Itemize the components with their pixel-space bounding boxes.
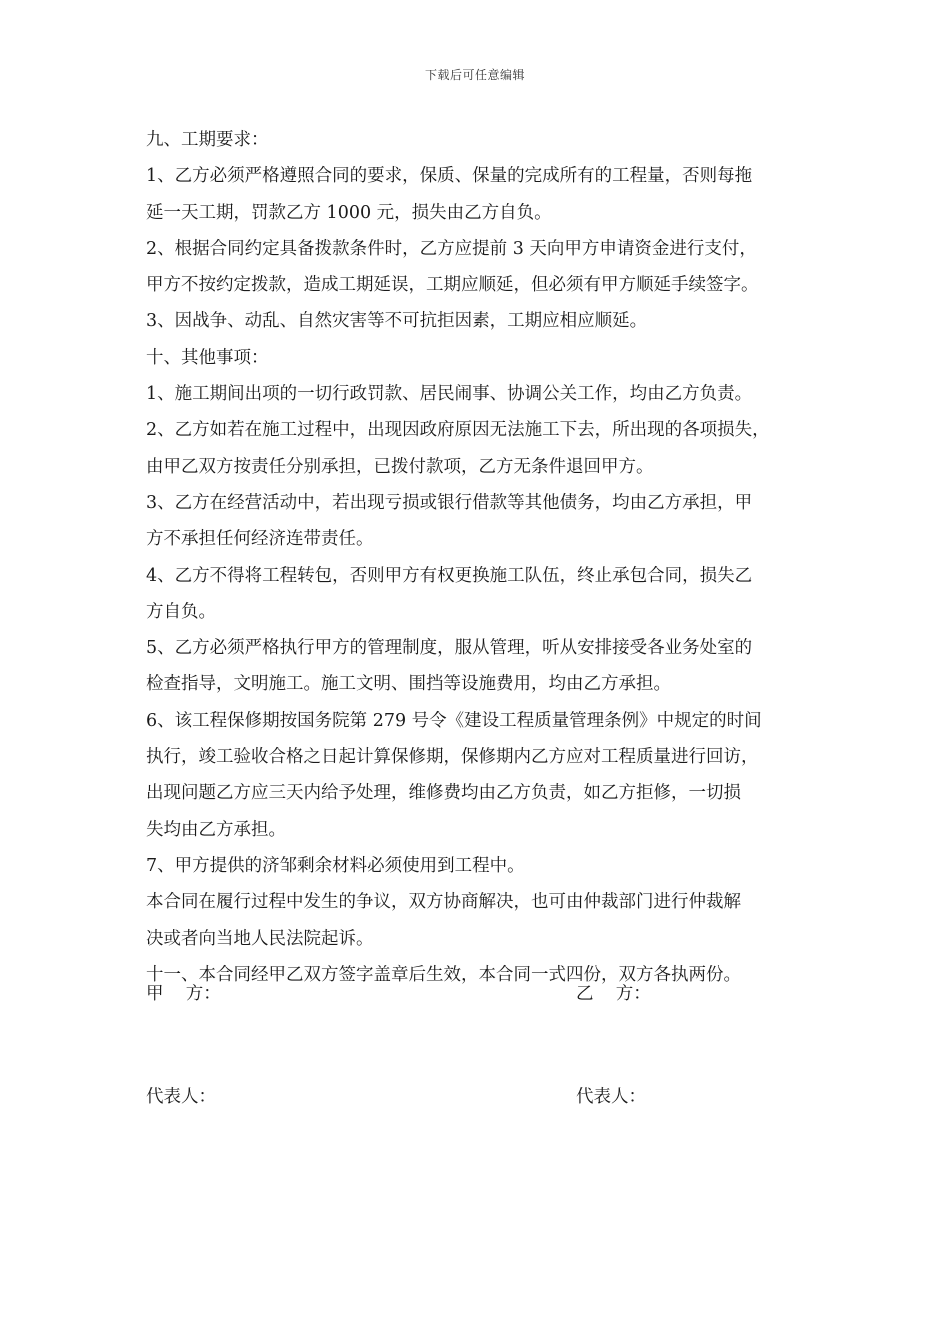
text-line: 延一天工期，罚款乙方 1000 元，损失由乙方自负。 (146, 202, 552, 223)
party-b-label: 乙 方： (576, 984, 651, 1004)
party-a-label: 甲 方： (146, 984, 221, 1004)
text-line: 1、施工期间出项的一切行政罚款、居民闹事、协调公关工作，均由乙方负责。 (146, 384, 753, 405)
text-line: 1、乙方必须严格遵照合同的要求，保质、保量的完成所有的工程量，否则每拖 (146, 166, 753, 187)
text-line: 3、乙方在经营活动中，若出现亏损或银行借款等其他债务，均由乙方承担，甲 (146, 492, 753, 513)
representative-b-label: 代表人： (576, 1087, 646, 1107)
section-heading: 十一、本合同经甲乙双方签字盖章后生效，本合同一式四份，双方各执两份。 (146, 964, 741, 985)
text-line: 本合同在履行过程中发生的争议，双方协商解决，也可由仲裁部门进行仲裁解 (146, 892, 741, 913)
contract-body (146, 122, 826, 993)
text-line: 2、乙方如若在施工过程中，出现因政府原因无法施工下去，所出现的各项损失， (146, 420, 770, 441)
text-line: 5、乙方必须严格执行甲方的管理制度，服从管理，听从安排接受各业务处室的 (146, 638, 753, 659)
representative-a-label: 代表人： (146, 1087, 216, 1107)
text-line: 甲方不按约定拨款，造成工期延误，工期应顺延，但必须有甲方顺延手续签字。 (146, 275, 759, 296)
text-line: 2、根据合同约定具备拨款条件时，乙方应提前 3 天向甲方申请资金进行支付， (146, 238, 757, 259)
section-heading: 九、工期要求： (146, 130, 269, 150)
text-line: 出现问题乙方应三天内给予处理，维修费均由乙方负责，如乙方拒修，一切损 (146, 783, 741, 804)
text-line: 决或者向当地人民法院起诉。 (146, 928, 374, 949)
text-line: 检查指导，文明施工。施工文明、围挡等设施费用，均由乙方承担。 (146, 674, 671, 695)
page-header: 下载后可任意编辑 (424, 68, 525, 82)
text-line: 失均由乙方承担。 (146, 819, 286, 840)
text-line: 执行，竣工验收合格之日起计算保修期，保修期内乙方应对工程质量进行回访， (146, 747, 759, 768)
text-line: 4、乙方不得将工程转包，否则甲方有权更换施工队伍，终止承包合同，损失乙 (146, 565, 753, 586)
text-line: 方不承担任何经济连带责任。 (146, 529, 374, 550)
text-line: 3、因战争、动乱、自然灾害等不可抗拒因素，工期应相应顺延。 (146, 311, 648, 332)
section-heading: 十、其他事项： (146, 347, 269, 368)
text-line: 由甲乙双方按责任分别承担，已拨付款项，乙方无条件退回甲方。 (146, 456, 654, 477)
text-line: 7、甲方提供的济邹剩余材料必须使用到工程中。 (146, 855, 525, 876)
text-line: 方自负。 (146, 601, 216, 622)
text-line: 6、该工程保修期按国务院第 279 号令《建设工程质量管理条例》中规定的时间 (146, 710, 762, 731)
